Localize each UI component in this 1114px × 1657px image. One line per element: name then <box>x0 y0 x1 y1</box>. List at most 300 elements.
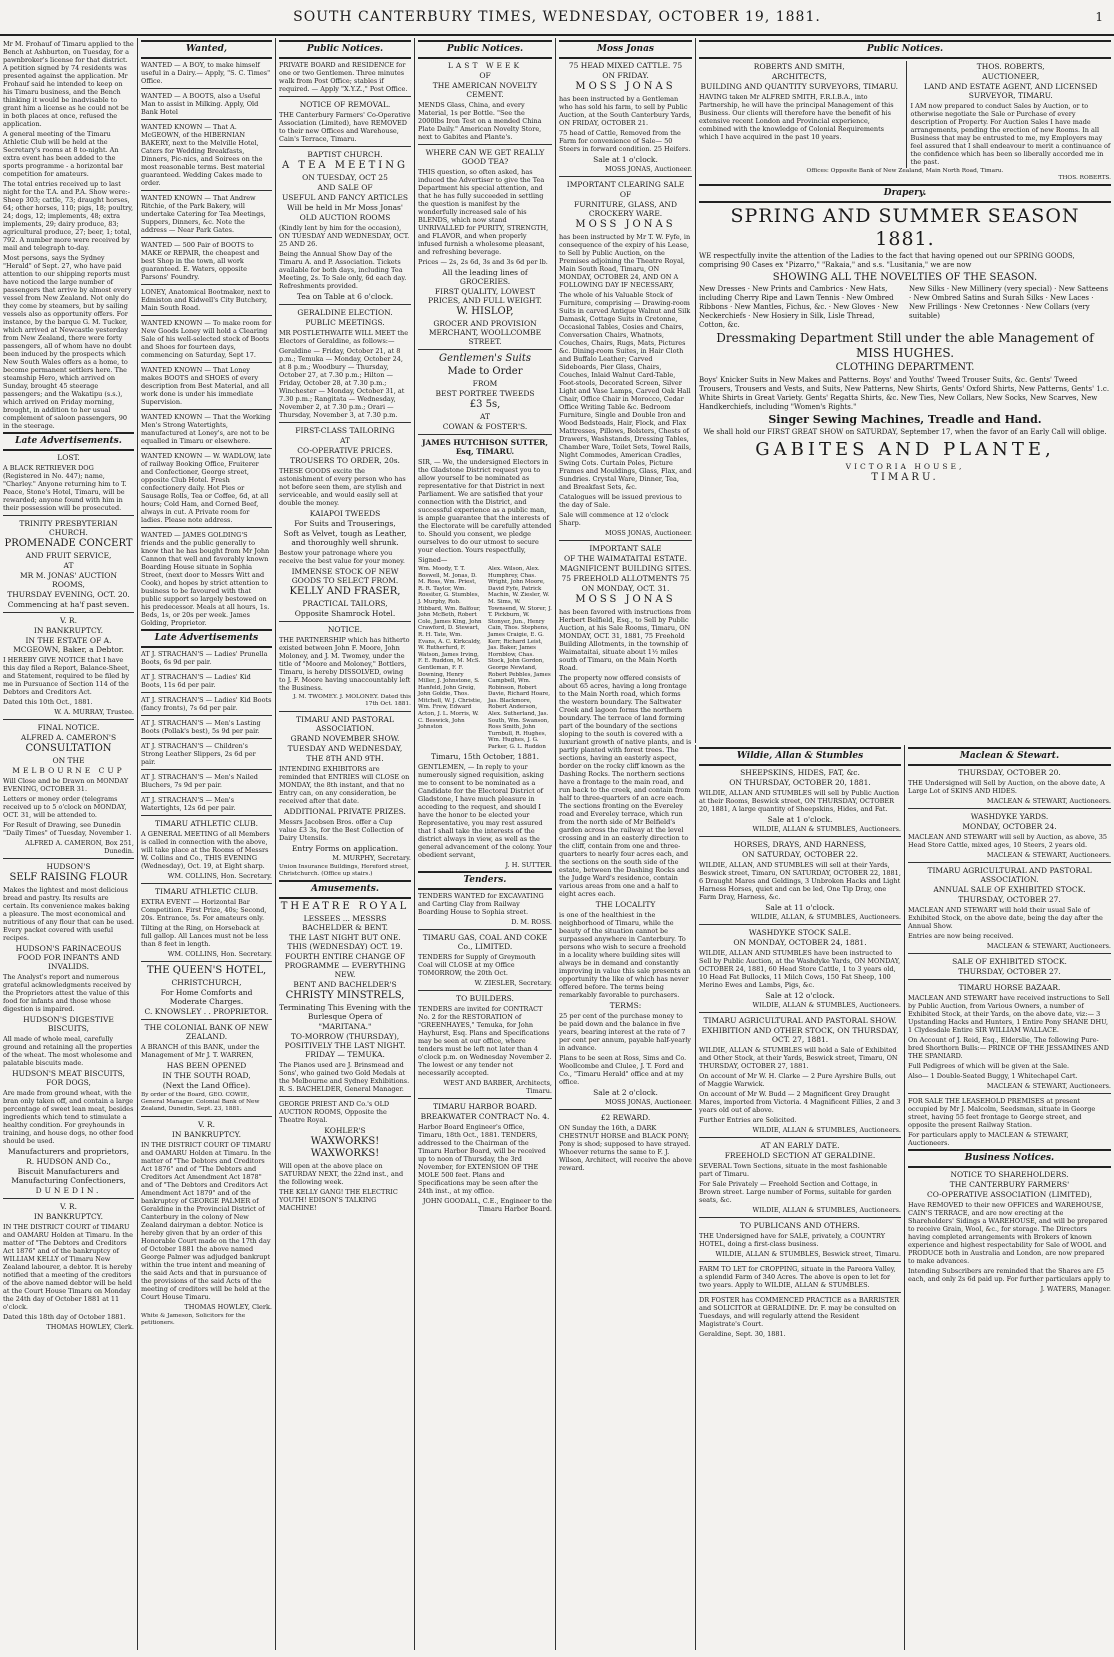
ad-heading: NOTICE. <box>327 625 363 634</box>
ad-text: ON Sunday the 16th, a DARK CHESTNUT HORSE and BLACK PONY; Pony is shod; supposed to have strayed. Whoever returns the same to F. J. Wilson, Architect, will receive the above reward. <box>559 1124 692 1172</box>
ad-text: I AM now prepared to conduct Sales by Auction, or to otherwise negotiate the Sale or Purchase of every description of Property. For Auction Sales I have made arrangements, pending the erection of new Rooms. In all Business that may be entrusted to me, my Employers may feel assured that I shall endeavour to merit a continuance of the confidence which has been so liberally accorded me in the past. <box>910 102 1111 166</box>
signatory-names-right: Alex. Wilson, Alex. Humphrey, Chas. Wright, John Moore, David Fyfe, Patrick Machin, W. Ziesler, W. M. Sims, W. Townsend, W. Storer, J. T. Pickburn, W. Stonyer, Jun., Henry Cain, Thos. Stephens, James Craigie, E. G. Kerr, Richard Leist, Jas. Baker, James Hornblow, Chas. Stock, John Gordon, George Newland, Robert Pebbles, James Campbell, Wm. Robinson, Robert Davie, Richard Hoare, Jas. Blackmore, Robert Anderson, Alex. Sutherland, Jas. South, Wm. Swanson, Ross Smith, John Turnbull, R. Hughes, Wm. Hughes, J. G. Parker, G. L. Ruddon <box>488 566 552 751</box>
column-5 <box>555 38 695 1650</box>
ad-text: TROUSERS TO ORDER, 20s. <box>290 456 400 465</box>
ad-text: MACLEAN AND STEWART will sell by Auction, as above, 35 Head Store Cattle, mixed ages, 10 Steers, 2 years old. <box>908 833 1108 849</box>
ad-text: EXHIBITION AND OTHER STOCK, ON THURSDAY, OCT. 27, 1881. <box>701 1026 899 1044</box>
ad-signature: J. H. SUTTER. <box>505 860 552 869</box>
ad-heading: CLOTHING DEPARTMENT. <box>835 362 975 373</box>
ad-text: TENDERS WANTED for EXCAVATING and Carting Clay from Railway Boarding House to Sophia street. <box>418 891 544 916</box>
section-heading: Late Advertisements <box>141 629 272 648</box>
ad-text: THURSDAY, OCTOBER 27. <box>958 967 1061 976</box>
ad-signature: MOSS JONAS, Auctioneer. <box>605 1098 692 1106</box>
column-1 <box>0 38 137 1650</box>
column-8 <box>904 745 1114 1650</box>
ad-text: IN THE DISTRICT COURT of TIMARU and OAMARU Holden at Timaru. In the matter of "The Debtors and Creditors Act 1876" and of the bankruptcy of WILLIAM KELLY of Timaru New Zealand labourer, a debtor. It is hereby notified that a meeting of the creditors of the above named debtor will be held at the Court House Timaru on Monday the 24th day of October 1881 at 11 o'clock. <box>3 1223 133 1311</box>
ad-text: Sale at 11 o'clock. <box>765 903 835 912</box>
ad-heading: BREAKWATER CONTRACT No. 4. <box>420 1111 550 1121</box>
ad-heading: HUDSON'S DIGESTIVE BISCUITS, <box>23 1015 114 1033</box>
ad-signature: J. M. TWOMEY. J. MOLONEY. Dated this 17th Oct. 1881. <box>293 694 411 707</box>
ad-heading: MAGNIFICENT BUILDING SITES. <box>559 564 692 573</box>
ad-text: Offices: Opposite Bank of New Zealand, Main North Road, Timaru. <box>806 168 1004 174</box>
ad-text: Sale at 1 o'clock. <box>593 155 658 164</box>
section-heading: Wildie, Allan & Stumbles <box>699 747 901 766</box>
ad-heading: TIMARU. <box>871 472 939 483</box>
ad-text: Tea on Table at 6 o'clock. <box>296 292 394 301</box>
ad-signature: J. WATERS, Manager. <box>1040 1285 1111 1293</box>
ad-text: 25 per cent of the purchase money to be paid down and the balance in five years, bearing interest at the rate of 7 per cent per annum, payable half-yearly in advance. <box>559 1012 691 1052</box>
ad-text: MONDAY, OCTOBER 24. <box>962 822 1057 831</box>
ad-text: Bestow your patronage where you receive the best value for your money. <box>279 549 405 565</box>
ad-heading: KELLY AND FRASER, <box>289 586 401 597</box>
page-number: 1 <box>1095 10 1104 24</box>
ad-text: GENTLEMEN, — In reply to your numerously signed requisition, asking me to consent to be nominated as a Candidate for the Electoral District of Gladstone, I have much pleasure in acceding to the request, and should I have the honor to be elected your Representative, you may rest assured that I shall take the interests of the district always in view, as well as the general advancement of the colony. Your obedient servant, <box>418 762 553 859</box>
ad-text: WANTED — A BOOTS, also a Useful Man to assist in Milking. Apply, Old Bank Hotel <box>141 92 261 116</box>
ad-text: Sale will commence at 12 o'clock Sharp. <box>559 511 669 527</box>
ad-text: AND SALE OF <box>317 183 373 192</box>
ad-signature: W. A. MURRAY, Trustee. <box>54 708 134 716</box>
ad-text: Harbor Board Engineer's Office, Timaru, 18th Oct., 1881. TENDERS, addressed to the Chairman of the Timaru Harbor Board, will be received up to noon of Thursday, the 3rd November, for EXTENSION OF THE MOLE 500 feet. Plans and Specifications may be seen after the 24th inst., at my office. <box>418 1122 546 1195</box>
ad-text: WE respectfully invite the attention of the Ladies to the fact that having opened out our SPRING GOODS, comprising 90 Cases ex "Pizarro," "Rakaia," and s.s. "Lusitania," we are now <box>699 252 1075 269</box>
ad-text: ARCHITECTS, <box>771 72 827 81</box>
section-heading: Wanted, <box>141 40 272 59</box>
ad-heading: IMPORTANT SALE <box>589 544 662 553</box>
ad-text: WANTED KNOWN — That A. McGEOWN, of the HIBERNIAN BAKERY, next to the Melville Hotel, Caters for Wedding Breakfasts, Dinners, Pic-nics, and Soirees on the most reasonable terms. Best material guaranteed. Wedding Cakes made to order. <box>141 123 265 187</box>
ad-text: Dated this 18th day of October 1881. <box>3 1313 126 1321</box>
ad-heading: SALE OF EXHIBITED STOCK. <box>952 957 1067 966</box>
ad-text: has been instructed by Mr T. W. Fyfe, in consequence of the expiry of his Lease, to Sell by Public Auction, on the Premises adjoining the Theatre Royal, Main South Road, Timaru, ON MONDAY, OCTOBER 24, AND ON A FOLLOWING DAY IF NECESSARY, <box>559 233 691 289</box>
ad-heading: WASHDYKE STOCK SALE. <box>748 928 852 937</box>
ad-heading: TIMARU AND PASTORAL ASSOCIATION. <box>296 715 394 733</box>
ad-heading: WHERE CAN WE GET REALLY GOOD TEA? <box>425 148 545 166</box>
ad-heading: TERMS: <box>609 1001 642 1010</box>
ad-text: MR POSTLETHWAITE WILL MEET the Electors of Geraldine, as follows:— <box>279 329 409 345</box>
ad-heading: SHEEPSKINS, HIDES, FAT, &c. <box>740 768 860 777</box>
news-paragraph: The total entries received up to last night for the T.A. and P.A. Show were:- Sheep 303; cattle, 73; draught horses, 64; other horses, 110; pigs, 18; poultry, 24; dogs, 12; implements, 48; extra implements, 29; dairy produce, 83; agricultural produce, 27; beer, 1; total, 792. A number more were received by mail and telegraph to-day. <box>3 180 134 252</box>
section-heading: Drapery. <box>699 184 1111 203</box>
ad-text: AT J. STRACHAN'S — Ladies' Kid Boots (fancy fronts), 7s 6d per pair. <box>141 696 272 712</box>
ad-heading: PROMENADE CONCERT <box>4 538 133 549</box>
ad-text: ON THURSDAY, OCTOBER 20, 1881. <box>729 778 871 787</box>
ad-text: FROM <box>472 379 498 388</box>
ad-heading: £3 5s, <box>469 399 501 410</box>
ad-heading: CO-OPERATIVE PRICES. <box>297 446 393 455</box>
ad-text: We shall hold our FIRST GREAT SHOW on SATURDAY, September 17, when the favor of an Early Call will oblige. <box>703 428 1107 436</box>
ad-text: ON TUESDAY, OCT 25 <box>302 173 388 182</box>
ad-signature: WILDIE, ALLAN, & STUMBLES, Auctioneers. <box>750 913 901 921</box>
column-7 <box>695 745 904 1650</box>
ad-heading: CO-OPERATIVE ASSOCIATION (LIMITED), <box>926 1190 1093 1199</box>
ad-text: For Home Comforts and Moderate Charges. <box>160 988 253 1006</box>
ad-text: WANTED KNOWN — W. WADLOW, late of railway Booking Office, Fruiterer and Confectioner, George street, opposite Club Hotel. Fresh confectionery daily. Hot Pies or Sausage Rolls, Tea or Coffee, 6d, at all hours; Cold Ham, and Corned Beef, always in cut. A Private room for ladies. Please note address. <box>141 452 271 524</box>
ad-heading: HUDSON'S MEAT BISCUITS, FOR DOGS, <box>12 1069 125 1087</box>
ad-text: SEVERAL Town Sections, situate in the most fashionable part of Timaru. <box>699 1162 888 1178</box>
ad-signature: JOHN GOODALL, C.E., Engineer to the Timaru Harbor Board. <box>422 1196 552 1213</box>
ad-text: AT J. STRACHAN'S — Children's Strong Leather Slippers, 2s 6d per pair. <box>141 742 256 766</box>
ad-heading: NOTICE OF REMOVAL. <box>299 100 391 109</box>
ad-heading: OF THE WAIMATAITAI ESTATE. <box>564 554 687 563</box>
ad-heading: IN BANKRUPTCY. <box>33 626 104 635</box>
section-heading: Amusements. <box>279 880 411 899</box>
crown-mark: V. R. <box>60 616 77 625</box>
ad-text: A BRANCH of this BANK, under the Management of Mr J. T. WARREN, <box>141 1043 260 1059</box>
ad-heading: ANNUAL SALE OF EXHIBITED STOCK. <box>933 885 1086 894</box>
auctioneer-name: MOSS JONAS <box>575 219 676 230</box>
ad-text: White & Jameson, Solicitors for the petitioners. <box>141 1313 246 1326</box>
ad-heading: KOHLER'S <box>324 1126 366 1135</box>
ad-text: SIR, — We, the undersigned Electors in the Gladstone District request you to allow yourself to be nominated as representative for that District in next Parliament. We are satisfied that your connection with the District, and successful experience as a public man, is ample guarantee that the interests of the Electorate will be carefully attended to. Should you consent, we pledge ourselves to do our utmost to secure your election. Yours respectfully, <box>418 458 552 554</box>
section-heading: Public Notices. <box>279 40 411 59</box>
ad-text: WANTED KNOWN — To make room for New Goods Loney will hold a Clearing Sale of his well-selected stock of Boots and Shoes for fourteen days, commencing on Saturday, Sept 17. <box>141 319 272 359</box>
ad-text: Sale at 12 o'clock. <box>765 991 835 1000</box>
ad-heading: ADDITIONAL PRIVATE PRIZES. <box>284 807 406 816</box>
ad-text: Timaru, 15th October, 1881. <box>430 751 540 761</box>
ad-heading: THEATRE ROYAL <box>280 901 410 912</box>
ad-text: WILDIE, ALLAN, AND STUMBLES will sell at their Yards, Beswick street, Timaru, ON SATURDAY, OCTOBER 22, 1881, 6 Draught Mares and Geldings, 3 Unbroken Hacks and Light Harness Horses, quiet and can be led, One Tip Dray, one Farm Dray, Harness, &c. <box>699 861 901 901</box>
ad-heading: USEFUL AND FANCY ARTICLES <box>281 193 409 202</box>
auctioneer-name: MOSS JONAS <box>575 81 676 92</box>
ad-text: THURSDAY EVENING, OCT. 20. <box>7 590 130 599</box>
ad-text: 75 head of Cattle, Removed from the Farm for convenience of Sale— 50 Steers in forward condition. 25 Heifers. <box>559 129 691 153</box>
ad-text: WILDIE, ALLAN AND STUMBLES will sell by Public Auction at their Rooms, Beswick street, ON THURSDAY, OCTOBER 20, 1881, A large quantity of Sheepskins, Hides, and Fat. <box>699 789 900 813</box>
ad-text: DR FOSTER has COMMENCED PRACTICE as a BARRISTER and SOLICITOR at GERALDINE. Dr. F. may be consulted on Tuesdays, and will regularly attend the Resident Magistrate's Court. <box>699 1296 900 1328</box>
ad-text: WANTED KNOWN — That Andrew Ritchie, of the Park Bakery, will undertake Catering for Tea Meetings, Suppers, Dinners, &c. Note the address — Near Park Gates. <box>141 194 266 234</box>
ad-heading: ALFRED A. CAMERON'S <box>20 733 117 742</box>
crown-mark: V. R. <box>198 1120 215 1129</box>
ad-heading: ROBERTS AND SMITH, <box>753 62 845 71</box>
ad-heading: THOS. ROBERTS, <box>976 62 1045 71</box>
ad-heading: HAS BEEN OPENED <box>166 1061 247 1070</box>
ad-signature: MOSS JONAS, Auctioneer. <box>605 165 692 173</box>
ad-text: Union Insurance Buildings, Hereford street, Christchurch. (Office up stairs.) <box>279 864 409 877</box>
ad-heading: TIMARU AGRICULTURAL AND PASTORAL ASSOCIATION. <box>927 866 1092 884</box>
ad-heading: GABITES AND PLANTE, <box>755 439 1055 460</box>
ad-text: Prices — 2s, 2s 6d, 3s and 3s 6d per lb. <box>418 258 548 266</box>
ad-signature: WM. COLLINS, Hon. Secretary. <box>167 950 272 958</box>
ad-heading: IN BANKRUPTCY. <box>171 1130 242 1139</box>
ad-text: VICTORIA HOUSE, <box>845 462 965 471</box>
column-6-wide <box>695 38 1114 743</box>
ad-text: All made of whole meal, carefully ground and retaining all the properties of the wheat. The most wholesome and palatable biscuits made. <box>3 1035 133 1067</box>
ad-text: LAND AND ESTATE AGENT, AND LICENSED SURVEYOR, TIMARU. <box>923 82 1098 100</box>
ad-text: AT <box>479 412 490 421</box>
ad-text: Sale at 1 o'clock. <box>767 815 833 824</box>
ad-signature: W. ZIESLER, Secretary. <box>474 978 552 987</box>
ad-text: Makes the lightest and most delicious bread and pastry. Its results are certain. Its convenience makes baking a pleasure. The most economical and nutritious of any flour that can be used. Every packet covered with useful recipes. <box>3 886 134 942</box>
ad-text: Full Pedigrees of which will be given at the Sale. <box>908 1062 1070 1070</box>
ad-heading: WASHDYKE YARDS. <box>970 812 1049 821</box>
ad-text: Sale at 2 o'clock. <box>593 1088 658 1097</box>
ad-signature: WILDIE, ALLAN & STUMBLES, Auctioneers. <box>752 1126 901 1134</box>
ad-heading: AT AN EARLY DATE. <box>760 1141 840 1150</box>
ad-signature: THOS. ROBERTS. <box>1058 175 1111 181</box>
ad-heading: Gentlemen's Suits <box>438 353 532 364</box>
ad-text: is one of the healthiest in the neighborhood of Timaru, while the beauty of the situation cannot be surpassed anywhere in Canterbury. To persons who wish to secure a freehold in a locality where building sites will always be in demand and constantly improving in value this sale presents an opportunity the like of which has never offered before. The terms being remarkably favorable to purchasers. <box>559 911 691 999</box>
ad-text: AT <box>63 561 74 570</box>
ad-heading: AND FRUIT SERVICE, <box>25 551 112 560</box>
ad-text: BENT AND BACHELDER'S <box>293 980 397 989</box>
ad-text: ON MONDAY, OCTOBER 24, 1881. <box>733 938 867 947</box>
ad-text: BUILDING AND QUANTITY SURVEYORS, TIMARU. <box>700 82 898 91</box>
section-heading: Late Advertisements. <box>3 432 134 451</box>
ad-text: Plans to be seen at Ross, Sims and Co. Woollcombe and Clulee, J. T. Ford and Co., "Timaru Herald" office and at my office. <box>559 1054 687 1086</box>
ad-text: AT <box>339 436 350 445</box>
ad-text: TENDERS for Supply of Greymouth Coal will CLOSE at my Office TOMORROW, the 20th Oct. <box>418 952 536 977</box>
section-heading: Tenders. <box>418 871 552 890</box>
ad-signature: MACLEAN & STEWART, Auctioneers. <box>986 797 1111 805</box>
ad-heading: NOTICE TO SHAREHOLDERS. <box>950 1170 1069 1179</box>
ad-text: Also— 1 Double-Seated Buggy, 1 Whitechapel Cart. <box>908 1072 1078 1080</box>
ad-text: The Pianos used are J. Brinsmead and Sons', who gained two Gold Medals at the Melbourne and Sydney Exhibitions. R. S. BACHELDER, General Manager. <box>279 1061 410 1093</box>
masthead-title: SOUTH CANTERBURY TIMES, WEDNESDAY, OCTOBER 19, 1881. <box>293 9 821 25</box>
ad-heading: WAXWORKS! WAXWORKS! <box>310 1136 380 1159</box>
ad-text: Entries are now being received. <box>908 932 1014 940</box>
ad-text: Geraldine, Sept. 30, 1881. <box>699 1330 786 1338</box>
ad-text: THE PARTNERSHIP which has hitherto existed between John F. Moore, John Moloney, and J. M. Twomey, under the title of "Moore and Moloney," Bottlers, Timaru, is hereby DISSOLVED, owing to J. F. Moore having unaccountably left the Business. <box>279 636 411 692</box>
column-3 <box>275 38 414 1650</box>
ad-text: WANTED — 500 Pair of BOOTS to MAKE or REPAIR, the cheapest and best Shop in the town, all work guaranteed. E. Waters, opposite Parsons' Foundry. <box>141 241 260 281</box>
ad-signature: MACLEAN & STEWART, Auctioneers. <box>986 851 1111 859</box>
ad-heading: KAIAPOI TWEEDS <box>309 509 381 518</box>
news-paragraph: Mr M. Frohauf of Timaru applied to the Bench at Ashburton, on Tuesday, for a pawnbroker's license for that district. A petition signed by 74 residents was presented against the application. Mr Frohauf said he intended to keep on his Timaru business, and the Bench thinking it would be inadvisable to grant him a license as he could not be in both places at once, refused the application. <box>3 40 134 128</box>
ad-heading: BAPTIST CHURCH. <box>307 150 383 159</box>
ad-text: On account of Mr W. Budd — 2 Magnificent Grey Draught Mares, imported from Victoria. 4 Magnificent Fillies, 2 and 3 years old out of above. <box>699 1090 901 1114</box>
ad-text: HAVING taken Mr ALFRED SMITH, F.R.I.B.A., into Partnership, he will have the principal Management of this Business. Our clients will therefore have the benefit of his extensive recent London and Provincial experience, combined with the knowledge of Colonial Requirements which I have acquired in the past 10 years. <box>699 93 894 141</box>
ad-heading: FURNITURE, GLASS, AND CROCKERY WARE. <box>574 200 677 218</box>
ad-text: On Account of J. Reid, Esq., Elderslie, The following Pure-bred Shorthorn Bulls:— PRINCE OF THE JESSAMINES AND THE SPANIARD. <box>908 1036 1109 1060</box>
ad-text: AT J. STRACHAN'S — Men's Watertights, 12s 6d per pair. <box>141 796 236 812</box>
novelties-list-left: New Dresses · New Prints and Cambrics · New Hats, including Cherry Ripe and Lawn Tennis · New Ombred Ribbons · New Mantles, Fichus, &c. · New Gloves · New Neckerchiefs · New Hosiery in Silk, Lisle Thread, Cotton, &c. <box>699 285 899 329</box>
ad-text: WANTED KNOWN — That Loney makes BOOTS and SHOES of every description from Best Material, and all work done is under his immediate Supervision. <box>141 366 270 406</box>
ad-text: Terminating This Evening with the Burlesque Opera of <box>279 1003 411 1021</box>
ad-text: Boys' Knicker Suits in New Makes and Patterns. Boys' and Youths' Tweed Trouser Suits, &c. Gents' Tweed Trousers, Trousers and Vests, and Suits, New Patterns, New Shirts, Gents' Oxford Shirts, New Patterns, Gents' 1.c. White Shirts in Great Variety. Gents' Regatta Shirts, &c. New Ties, New Collars, New Socks, New Scarves, New Handkerchiefs, including "Women's Rights." <box>699 376 1110 411</box>
ad-heading: THE AMERICAN NOVELTY CEMENT. <box>432 81 538 99</box>
ad-heading: 75 FREEHOLD ALLOTMENTS 75 <box>561 574 690 583</box>
ad-heading: SHOWING ALL THE NOVELTIES OF THE SEASON. <box>772 272 1038 283</box>
ad-text: FOR SALE THE LEASEHOLD PREMISES at present occupied by Mr J. Malcolm, Seedsman, situate in George street, having 55 feet frontage to George street, and opposite the present Railway Station. <box>908 1097 1096 1129</box>
news-paragraph: A general meeting of the Timaru Athletic Club will be held at the Secretary's rooms at 8 to-night. An extra event has been added to the sports programme - a horizontal bar competition for amateurs. <box>3 130 123 178</box>
ad-heading: IN BANKRUPTCY. <box>33 1212 104 1221</box>
ad-text: Geraldine — Friday, October 21, at 8 p.m.; Temuka — Monday, October 24, at 8 p.m.; Woodbury — Thursday, October 27, at 7.30 p.m.; Hilton — Friday, October 28, at 7.30 p.m.; Winchester — Monday, October 31, at 7.30 p.m.; Rangitata — Wednesday, November 2, at 7.30 p.m.; Orari — Thursday, November 3, at 7.30 p.m. <box>279 347 405 419</box>
ad-heading: SPRING AND SUMMER SEASON <box>730 205 1080 227</box>
ad-text: LONEY, Anatomical Bootmaker, next to Edmiston and Kidwell's City Butchery, Main South Road. <box>141 288 271 312</box>
section-heading: Public Notices. <box>418 40 552 59</box>
ad-text: WILDIE, ALLAN & STUMBLES will hold a Sale of Exhibited and Other Stock, at their Yards, Beswick street, Timaru, ON THURSDAY, OCTOBER 27, 1881. <box>699 1046 898 1070</box>
ad-signature: MACLEAN & STEWART, Auctioneers. <box>986 942 1111 950</box>
ad-text: MACLEAN AND STEWART have received instructions to Sell by Public Auction, from Various Owners, a number of Exhibited Stock, at their Yards, on the above date, viz:— 3 Upstanding Hacks and Hunters, 1 Entire Pony SHANE DHU, 1 Clydesdale Entire SIR WILLIAM WALLACE. <box>908 994 1110 1034</box>
ad-text: A BLACK RETRIEVER DOG (Registered in No. 447); name, "Charley." Anyone returning him to T. Peace, Stone's Hotel, Timaru, will be rewarded; anyone found with him in their possession will be prosecuted. <box>3 464 127 512</box>
ad-heading: Singer Sewing Machines, Treadle and Hand. <box>768 413 1042 426</box>
ad-heading: "MARITANA." <box>318 1022 372 1031</box>
ad-heading: JAMES HUTCHISON SUTTER, Esq, TIMARU. <box>421 438 548 456</box>
ad-heading: HORSES, DRAYS, AND HARNESS, <box>733 840 867 849</box>
ad-signature: WILDIE, ALLAN & STUMBLES, Auctioneers. <box>752 825 901 833</box>
ad-heading: £2 REWARD. <box>600 1113 651 1122</box>
ad-text: has been favored with instructions from Herbert Belfield, Esq., to Sell by Public Auction, at his Sale Rooms, Timaru, ON MONDAY, OCT. 31, 1881, 75 Freehold Building Allotments, in the township of Waimataitai, situate about 1½ miles south of Timaru, on the Main North Road. <box>559 608 692 672</box>
ad-signature: D. M. ROSS. <box>511 917 552 926</box>
ad-text: AUCTIONEER, <box>982 72 1040 81</box>
ad-text: A GENERAL MEETING of all Members is called in connection with the above, will take place at the Rooms of Messrs W. Collins and Co., THIS EVENING (Wednesday), Oct. 19, at Eight sharp. <box>141 830 270 870</box>
ad-text: PUBLIC MEETINGS. <box>305 318 385 327</box>
ad-text: AT J. STRACHAN'S — Men's Nailed Bluchers, 7s 9d per pair. <box>141 773 258 789</box>
ad-text: THE 8TH AND 9TH. <box>306 754 384 763</box>
ad-heading: TIMARU ATHLETIC CLUB. <box>154 819 259 828</box>
ad-text: TENDERS are invited for CONTRACT No. 2 for the RESTORATION of "GREENHAYES," Temuka, for John Hayhurst, Esq. Plans and Specifications may be seen at our office, where tenders must be left not later than 4 o'clock p.m. on Wednesday November 2. The lowest or any tender not necessarily accepted. <box>418 1004 552 1077</box>
ad-text: GEORGE PRIEST AND Co.'s OLD AUCTION ROOMS, Opposite the Theatre Royal. <box>279 1100 390 1124</box>
section-heading: Maclean & Stewart. <box>908 747 1111 766</box>
ad-text: FOURTH ENTIRE CHANGE OF PROGRAMME — EVERYTHING NEW. <box>284 952 406 979</box>
ad-signature: By order of the Board, GEO. COWIE, General Manager. Colonial Bank of New Zealand, Dunedin, Sept. 23, 1881. <box>141 1092 260 1112</box>
ad-text: The whole of his Valuable Stock of Furniture, comprising — Drawing-room Suits in carved Antique Walnut and Silk Damask, Cottage Suits in Cretonne, Occasional Tables, Cosies and Chairs, Conversation Chairs, Whatnots, Couches, Chairs, Rugs, Mats, Pictures &c. Dining-room Suites, in Hair Cloth and Buffalo Leather; Carved Sideboards, Pier Glass, Chairs, Couches, Inlaid Walnut Card-Table, Foot-stools, Decorated Screen, Silver Light and Vase Lamps, Carved Oak Hall Chair, Office Chair in Morocco, Cedar Office Writing Table &c. Bedroom Furniture, Single and Double Iron and Wood Bedsteads, Hair, Flock, and Flax Mattresses, Pillows, Bolsters, Chests of Drawers, Washstands, Dressing Tables, Chamber Ware, Toilet Sets, Towel Rails, Night Commodes, American Cradles, Swing Cots. Curtain Poles, Picture Frames and Mouldings, Glass, Flax, and Sundries. Crystal Ware, Dinner, Tea, and Breakfast Sets, &c. <box>559 291 692 491</box>
ad-heading: FIRST QUALITY, LOWEST PRICES, AND FULL WEIGHT. <box>428 287 542 305</box>
ad-text: THE LAST NIGHT BUT ONE. THIS (WEDNESDAY) OCT. 19. <box>287 933 403 951</box>
ad-text: Being the Annual Show Day of the Timaru A. and P. Association. Tickets available for both days, including Tea Meeting, 2s. To Sale only, 6d each day. Refreshments provided. <box>279 250 407 290</box>
ad-text: AT J. STRACHAN'S — Ladies' Prunella Boots, 6s 9d per pair. <box>141 650 268 666</box>
ad-text: Are made from ground wheat, with the bran only taken off, and contain a large percentage of sweet lean meat, besides ingredients which tend to stimulate a healthy condition. For greyhounds in training, and house dogs, no other food should be used. <box>3 1089 134 1145</box>
ad-text: THURSDAY, OCTOBER 27. <box>958 895 1061 904</box>
ad-heading: IMMENSE STOCK OF NEW GOODS TO SELECT FROM. <box>291 567 399 585</box>
ad-text: IN THE DISTRICT COURT OF TIMARU and OAMARU Holden at Timaru. In the matter of "The Debtors and Creditors Act 1876" and of "The Debtors and Creditors Act Amendment Act 1878" and of "The Debtors and Creditors Act Amendment Act 1879" and of the bankruptcy of GEORGE PALMER of Geraldine in the Provincial District of Canterbury in the colony of New Zealand dairyman a debtor. Notice is hereby given that by an order of this Honorable Court made on the 17th day of October 1881 the above named George Palmer was adjudged bankrupt within the true intent and meaning of the said Acts and that in pursuance of the provisions of the said Acts of the meeting of creditors will be held at the Court House Timaru. <box>141 1141 272 1301</box>
ad-heading: OLD AUCTION ROOMS <box>299 213 391 222</box>
ad-text: THESE GOODS excite the astonishment of every person who has not before seen them, are stylish and serviceable, and would easily sell at double the money. <box>279 467 406 507</box>
ad-signature: THOMAS HOWLEY, Clerk. <box>184 1303 272 1311</box>
ad-text: OF <box>479 71 491 80</box>
ad-heading: SELF RAISING FLOUR <box>9 872 128 883</box>
crown-mark: V. R. <box>60 1202 77 1211</box>
ad-text: WANTED KNOWN — That the Working Men's Strong Watertights, manufactured at Loney's, are not to be equalled in Timaru or elsewhere. <box>141 413 271 445</box>
ad-text: Intending Subscribers are reminded that the Shares are £5 each, and only 2s 6d paid up. For further particulars apply to <box>908 1267 1111 1283</box>
ad-signature: WILDIE, ALLAN & STUMBLES, Auctioneers. <box>752 1206 901 1214</box>
ad-signature: THOMAS HOWLEY, Clerk. <box>46 1323 134 1331</box>
ad-text: LESSEES ... MESSRS BACHELDER & BENT. <box>301 914 389 932</box>
ad-heading: THE QUEEN'S HOTEL, <box>146 965 267 976</box>
ad-signature: MACLEAN & STEWART, Auctioneers. <box>986 1082 1111 1090</box>
ad-text: THE Undersigned have for SALE, privately, a COUNTRY HOTEL, doing a first-class business. <box>699 1232 886 1248</box>
ad-text: ON SATURDAY, OCTOBER 22. <box>741 850 859 859</box>
masthead <box>0 0 1114 36</box>
ad-signature: MOSS JONAS, Auctioneer. <box>605 529 692 537</box>
ad-heading: IMPORTANT CLEARING SALE <box>566 180 685 189</box>
auctioneer-name: MOSS JONAS <box>575 594 676 605</box>
ad-heading: TRINITY PRESBYTERIAN CHURCH. <box>19 519 118 537</box>
novelties-list-right: New Silks · New Millinery (very special) · New Satteens · New Ombred Satins and Surah Silks · New Laces · New Frillings · New Cretonnes · New Collars (very suitable) <box>909 285 1109 320</box>
ad-heading: GERALDINE ELECTION. <box>297 308 393 317</box>
ad-heading: TIMARU HORSE BAZAAR. <box>958 983 1061 992</box>
ad-text: TUESDAY AND WEDNESDAY, <box>287 744 403 753</box>
ad-text: Soft as Velvet, tough as Leather, and thoroughly well shrunk. <box>283 529 407 547</box>
ad-text: AT J. STRACHAN'S — Ladies' Kid Boots, 11s 6d per pair. <box>141 673 251 689</box>
ad-text: EXTRA EVENT — Horizontal Bar Competition. First Prize, 40s; Second, 20s. Entrance, 5s. For amateurs only. <box>141 898 267 922</box>
ad-heading: 1881. <box>875 228 935 250</box>
ad-text: GROCER AND PROVISION MERCHANT, WOOLLCOMBE STREET. <box>428 319 542 346</box>
ad-text: AT J. STRACHAN'S — Men's Lasting Boots (Pollak's best), 5s 9d per pair. <box>141 719 261 735</box>
ad-text: FREEHOLD SECTION AT GERALDINE. <box>724 1151 876 1160</box>
signatory-names-left: Wm. Moody, T. T. Boswell, M. Jonas, D. M. Ross, Wm. Priest, R. R. Taylor, Wm. Rossiter, G. Stumbles, J. Murphy, Rob. Hibbard, Wm. Balfour, John McBeth, Robert Cole, James King, John Crawford, D. Stewart, R. H. Tate, Wm. Evans, A. C. Kirkcaldy, W. Rutherfurd, F. Watson, James Irving, F. E. Ruddon, M. McS. Gentleman, F. F. Downing, Henry Miller, J. Johnstone, S. Hanfeld, John Greig, John Goldie, Thos. Mitchell, W. J. Christie, Wm. Frew, Edward Acton, J. L. Morris, W. C. Beswick, John Johnston <box>418 566 482 731</box>
ad-text: PRIVATE BOARD and RESIDENCE for one or two Gentlemen. Three minutes walk from Post Office; stables if required. — Apply "X.Y.Z.," Post Office. <box>279 61 408 93</box>
ad-signature: WILDIE, ALLAN & STUMBLES, Beswick street, Timaru. <box>715 1250 901 1258</box>
ad-heading: Dressmaking Department Still under the able Management of MISS HUGHES. <box>716 331 1094 360</box>
section-heading: Public Notices. <box>699 40 1111 59</box>
ad-text: ON THE <box>52 756 85 765</box>
ad-heading: FINAL NOTICE. <box>37 723 100 732</box>
ad-text: Messrs Jacobsen Bros. offer a Cup value £3 3s, for the Best Collection of Dairy Utensils. <box>279 818 404 842</box>
section-heading: Moss Jonas <box>559 40 692 59</box>
ad-text: (Next the Land Office). <box>162 1081 251 1090</box>
ad-text: Biscuit Manufacturers and Manufacturing Confectioners, <box>11 1167 126 1185</box>
ad-heading: HUDSON'S FARINACEOUS FOOD FOR INFANTS AND INVALIDS. <box>15 944 122 971</box>
ad-text: WANTED — A BOY, to make himself useful in a Dairy.— Apply, "S. C. Times" Office. <box>141 61 271 85</box>
ad-text: The property now offered consists of about 65 acres, having a long frontage to the Main North road, which forms the western boundary. The Saltwater Creek and lagoon forms the northern boundary. The terrace of land forming part of the boundary of the sections sloping to the south is covered with a luxuriant growth of native plants, and is partly planted with forest trees. The sections, having an easterly aspect, border on the rocky cliff known as the Dashing Rocks. The northern sections have a frontage to the main road, and run back to the creek, and contain from half to three-quarters of an acre each. The sections fronting on the Evereley road and Evereley terrace, which run from the north side of Mr Belfield's garden across the railway at the level crossing and in an easterly direction to the cliff, contain from one and three-quarters to nearly four acres each, and the sections on the south side of the estate, between the Dashing Rocks and the Judge Ward's residence, contain various areas from one and a half to eight acres each. <box>559 674 692 898</box>
ad-heading: THURSDAY, OCTOBER 20. <box>958 768 1061 777</box>
column-2 <box>137 38 275 1650</box>
ad-heading: BEST PORTREE TWEEDS <box>435 389 535 398</box>
ad-heading: TIMARU HARBOR BOARD. <box>433 1101 537 1111</box>
ad-heading: MELBOURNE CUP <box>12 766 125 775</box>
ad-signature: M. MURPHY, Secretary. <box>332 854 411 862</box>
ad-text: WANTED — JAMES GOLDING'S friends and the public generally to know that he has bought from Mr John Cannon that well and favorably known Boarding House situate in Sophia Street, (next door to Messrs Witt and Cook), and hopes by strict attention to business to be favoured with that public support so largely bestowed on his predecessor. Meals at all hours, 1s. Beds, 1s, or 20s per week. James Golding, Proprietor. <box>141 531 270 627</box>
ad-text: WILDIE, ALLAN AND STUMBLES have been instructed to Sell by Public Auction, at the Washdyke Yards, ON MONDAY, OCTOBER 24, 1881, 60 Head Store Cattle, 1 to 3 years old, 10 Head Fat Bullocks, 11 Milch Cows, 150 Fat Sheep, 100 Merino Ewes and Lambs, Pigs, &c. <box>699 949 901 989</box>
ad-text: For Result of Drawing, see Dunedin "Daily Times" of Tuesday, November 1. <box>3 821 132 837</box>
ad-text: THE KELLY GANG! THE ELECTRIC YOUTH! EDISON'S TALKING MACHINE! <box>279 1188 398 1212</box>
ad-heading: W. HISLOP, <box>456 306 514 317</box>
ad-heading: COWAN & FOSTER'S. <box>442 422 528 431</box>
ad-heading: DUNEDIN. <box>35 1186 102 1195</box>
signatory-list <box>418 566 552 751</box>
ad-heading: THE COLONIAL BANK OF NEW ZEALAND. <box>144 1023 269 1041</box>
ad-text: THE Undersigned will Sell by Auction, on the above date, A Large Lot of SKINS AND HIDES. <box>908 779 1105 795</box>
ad-heading: HUDSON'S <box>46 862 91 871</box>
ad-text: For particulars apply to MACLEAN & STEWART, Auctioneers. <box>908 1131 1069 1147</box>
ad-heading: FIRST-CLASS TAILORING <box>295 426 395 435</box>
ad-text: THIS question, so often asked, has induced the Advertiser to give the Tea Department his special attention, and that he has fully succeeded in settling the question is manifest by the wonderfully increased sale of his BLENDS, which now stand UNRIVALLED for PURITY, STRENGTH, and FLAVOR, and when properly infused furnish a wholesome pleasant, and refreshing beverage. <box>418 168 549 256</box>
ad-text: Will open at the above place on SATURDAY NEXT, the 22nd inst., and the following week. <box>279 1162 404 1186</box>
column-4 <box>414 38 555 1650</box>
ad-text: For Suits and Trouserings, <box>294 519 396 528</box>
ad-heading: Made to Order <box>447 366 523 377</box>
ad-text: PRACTICAL TAILORS, <box>302 599 388 608</box>
ad-heading: CHRISTY MINSTRELS, <box>285 990 405 1001</box>
ad-text: MENDS Glass, China, and every Material, 1s per Bottle. "See the 2000lbs Iron Test on a mended China Plate Daily." American Novelty Store, next to Gabites and Plante's. <box>418 101 542 141</box>
ad-text: The Analyst's report and numerous grateful acknowledgments received by the Proprietors attest the value of this food for infants and those whose digestion is impaired. <box>3 973 132 1013</box>
ad-heading: TIMARU AGRICULTURAL AND PASTORAL SHOW. <box>703 1016 897 1025</box>
ad-text: Commencing at ha'f past seven. <box>7 600 130 609</box>
ad-heading: 75 HEAD MIXED CATTLE. 75 <box>568 61 683 70</box>
ad-heading: GRAND NOVEMBER SHOW. <box>290 734 400 743</box>
ad-heading: TO BUILDERS. <box>456 993 514 1003</box>
ad-heading: THE LOCALITY <box>595 900 656 909</box>
ad-text: Entry Forms on application. <box>291 844 399 853</box>
ad-text: Have REMOVED to their new OFFICES and WAREHOUSE, CAIN'S TERRACE, and are now erecting at the Shareholders' Sidings a WAREHOUSE, and will be prepared to receive Grain, Wool, &c., for storage. The Directors having completed arrangements with Brokers of known experience and highest respectability for Sale of WOOL and PRODUCE both in Australia and London, are now prepared to make advances. <box>908 1201 1108 1265</box>
ad-text: THE Canterbury Farmers' Co-Operative Association (Limited), have REMOVED to their new Offices and Warehouse, Cain's Terrace, Timaru. <box>279 111 411 143</box>
ad-text: Will Close and be Drawn on MONDAY EVENING, OCTOBER 31. <box>3 777 129 793</box>
section-heading: Business Notices. <box>908 1149 1111 1168</box>
ad-heading: TIMARU ATHLETIC CLUB. <box>154 887 259 896</box>
ad-text: Catalogues will be issued previous to the day of Sale. <box>559 493 682 509</box>
ad-heading: CHRISTCHURCH, <box>171 978 242 987</box>
ad-signature: WEST AND BARBER, Architects, Timaru. <box>443 1078 552 1095</box>
ad-text: On account of Mr W. H. Clarke — 2 Pure Ayrshire Bulls, out of Maggie Warwick. <box>699 1072 896 1088</box>
ad-heading: A TEA MEETING <box>282 160 408 171</box>
ad-text: ON FRIDAY. <box>602 71 649 80</box>
ad-text: Opposite Shamrock Hotel. <box>294 609 396 618</box>
ad-text: FARM TO LET for CROPPING, situate in the Pareora Valley, a splendid Farm of 340 Acres. The above is open to let for two years. Apply to WILDIE, ALLAN & STUMBLES. <box>699 1265 896 1289</box>
ad-heading: LOST. <box>57 453 80 462</box>
ad-text: All the leading lines of GROCERIES. <box>442 268 528 286</box>
ad-signature: ALFRED A. CAMERON, Box 251, Dunedin. <box>25 839 134 855</box>
ad-text: MACLEAN AND STEWART will hold their usual Sale of Exhibited Stock, on the above date, being the day after the Annual Show. <box>908 906 1103 930</box>
ad-heading: THE CANTERBURY FARMERS' <box>949 1180 1070 1189</box>
ad-text: Dated this 10th Oct., 1881. <box>3 698 93 706</box>
